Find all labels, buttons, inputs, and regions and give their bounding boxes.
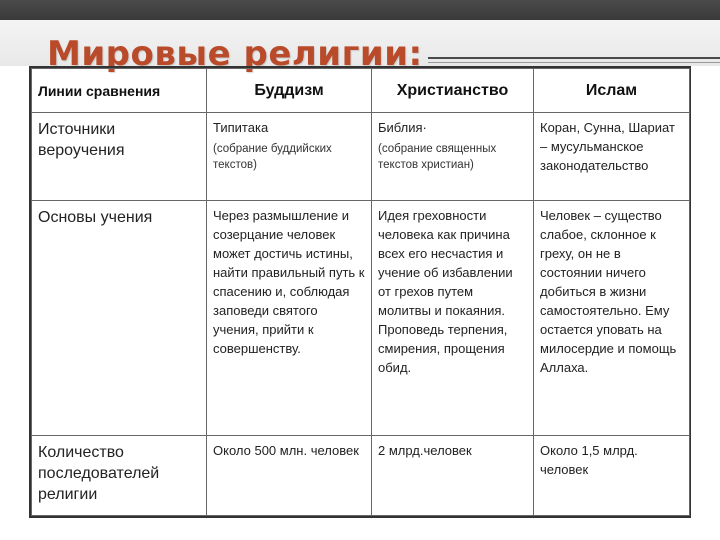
christianity-source-text: Библия· — [378, 120, 427, 135]
slide-title: Мировые религии: — [47, 34, 423, 74]
cell-islam-followers: Около 1,5 млрд. человек — [534, 436, 690, 516]
cell-islam-doctrine: Человек – существо слабое, склонное к греху, он не в состоянии ничего добиться в жизни самостоятельно. Ему остается уповать на милосердие и помощь Аллаха. — [534, 201, 690, 436]
header-buddhism: Буддизм — [207, 69, 372, 113]
buddhism-source-note: (собрание буддийских текстов) — [213, 143, 332, 171]
row-label-followers: Количество последователей религии — [32, 436, 207, 516]
cell-buddhism-sources — [207, 113, 372, 201]
row-label-doctrine: Основы учения — [32, 201, 207, 436]
table-header-row — [32, 69, 690, 113]
table-row-followers — [32, 436, 690, 516]
buddhism-source-text: Типитака — [213, 120, 269, 135]
header-christianity: Христианство — [372, 69, 534, 113]
table-row-doctrine — [32, 201, 690, 436]
cell-buddhism-doctrine: Через размышление и созерцание человек может достичь истины, найти правильный путь к спасению и, соблюдая заповеди святого учения, прийти к совершенству. — [207, 201, 372, 436]
title-band — [0, 20, 720, 74]
cell-buddhism-followers: Около 500 млн. человек — [207, 436, 372, 516]
title-underline-thin — [428, 62, 720, 63]
header-comparison-lines: Линии сравнения — [32, 69, 207, 113]
cell-christianity-followers: 2 млрд.человек — [372, 436, 534, 516]
cell-christianity-doctrine: Идея греховности человека как причина всех его несчастия и учение об избавлении от грехов путем молитвы и покаяния. Проповедь терпения, смирения, прощения обид. — [372, 201, 534, 436]
table-row-sources — [32, 113, 690, 201]
header-islam: Ислам — [534, 69, 690, 113]
christianity-source-note: (собрание священных текстов христиан) — [378, 143, 497, 171]
title-underline — [428, 57, 720, 59]
cell-christianity-sources — [372, 113, 534, 201]
top-decor-bar — [0, 0, 720, 20]
comparison-table — [29, 66, 691, 518]
row-label-sources: Источники вероучения — [32, 113, 207, 201]
cell-islam-sources: Коран, Сунна, Шариат – мусульманское законодательство — [534, 113, 690, 201]
